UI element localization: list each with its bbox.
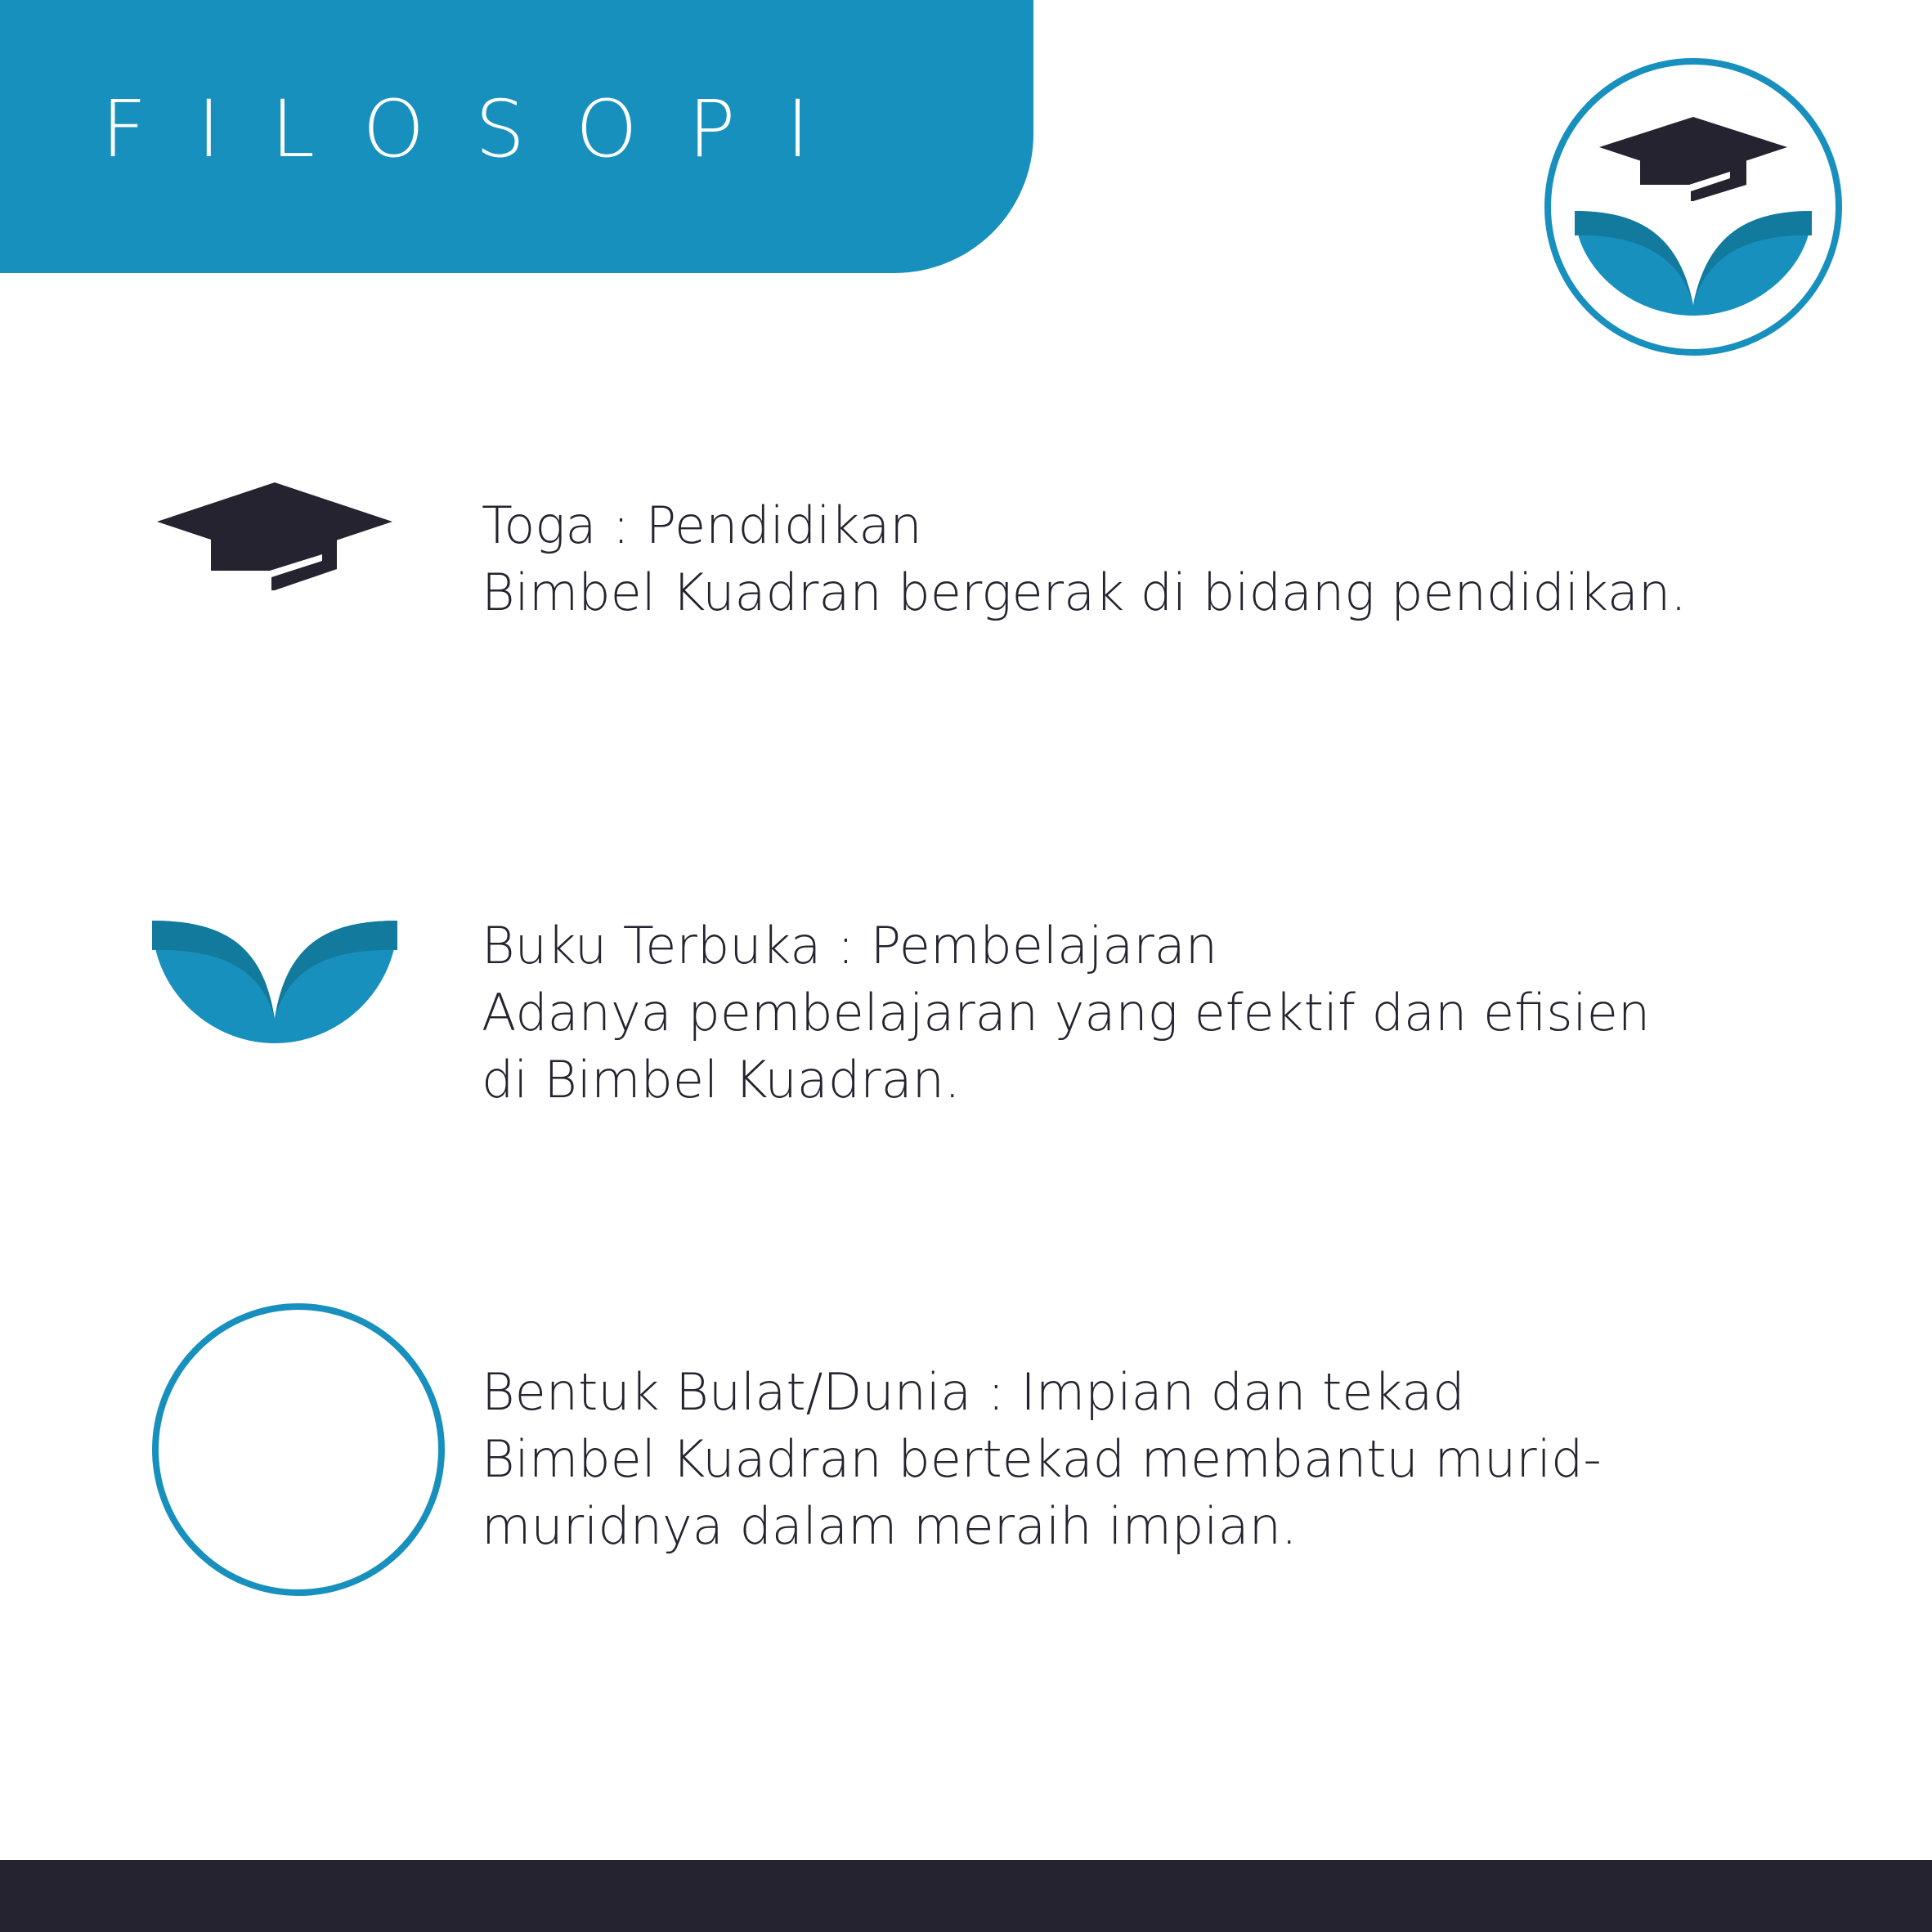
bentuk-line-1: Bimbel Kuadran bertekad membantu murid- [482, 1429, 1602, 1489]
bentuk-line-2: muridnya dalam meraih impian. [482, 1496, 1298, 1556]
bentuk-title: Bentuk Bulat/Dunia : Impian dan tekad [482, 1362, 1465, 1422]
bimbel-kuadran-logo-icon [1542, 56, 1845, 358]
buku-description [482, 912, 1790, 1114]
graduation-cap-icon [155, 481, 394, 608]
buku-line-1: Adanya pembelajaran yang efektif dan efisien [482, 983, 1651, 1042]
buku-line-2: di Bimbel Kuadran. [482, 1050, 961, 1109]
toga-description [482, 492, 1790, 626]
toga-line-1: Bimbel Kuadran bergerak di bidang pendidikan. [482, 563, 1687, 622]
circle-world-icon [150, 1302, 446, 1598]
footer-bar [0, 1860, 1932, 1932]
open-book-icon [150, 919, 399, 1045]
page-title: FILOSOPI [101, 83, 860, 175]
bentuk-description [482, 1359, 1790, 1560]
toga-title: Toga : Pendidikan [482, 495, 922, 555]
buku-title: Buku Terbuka : Pembelajaran [482, 916, 1218, 975]
